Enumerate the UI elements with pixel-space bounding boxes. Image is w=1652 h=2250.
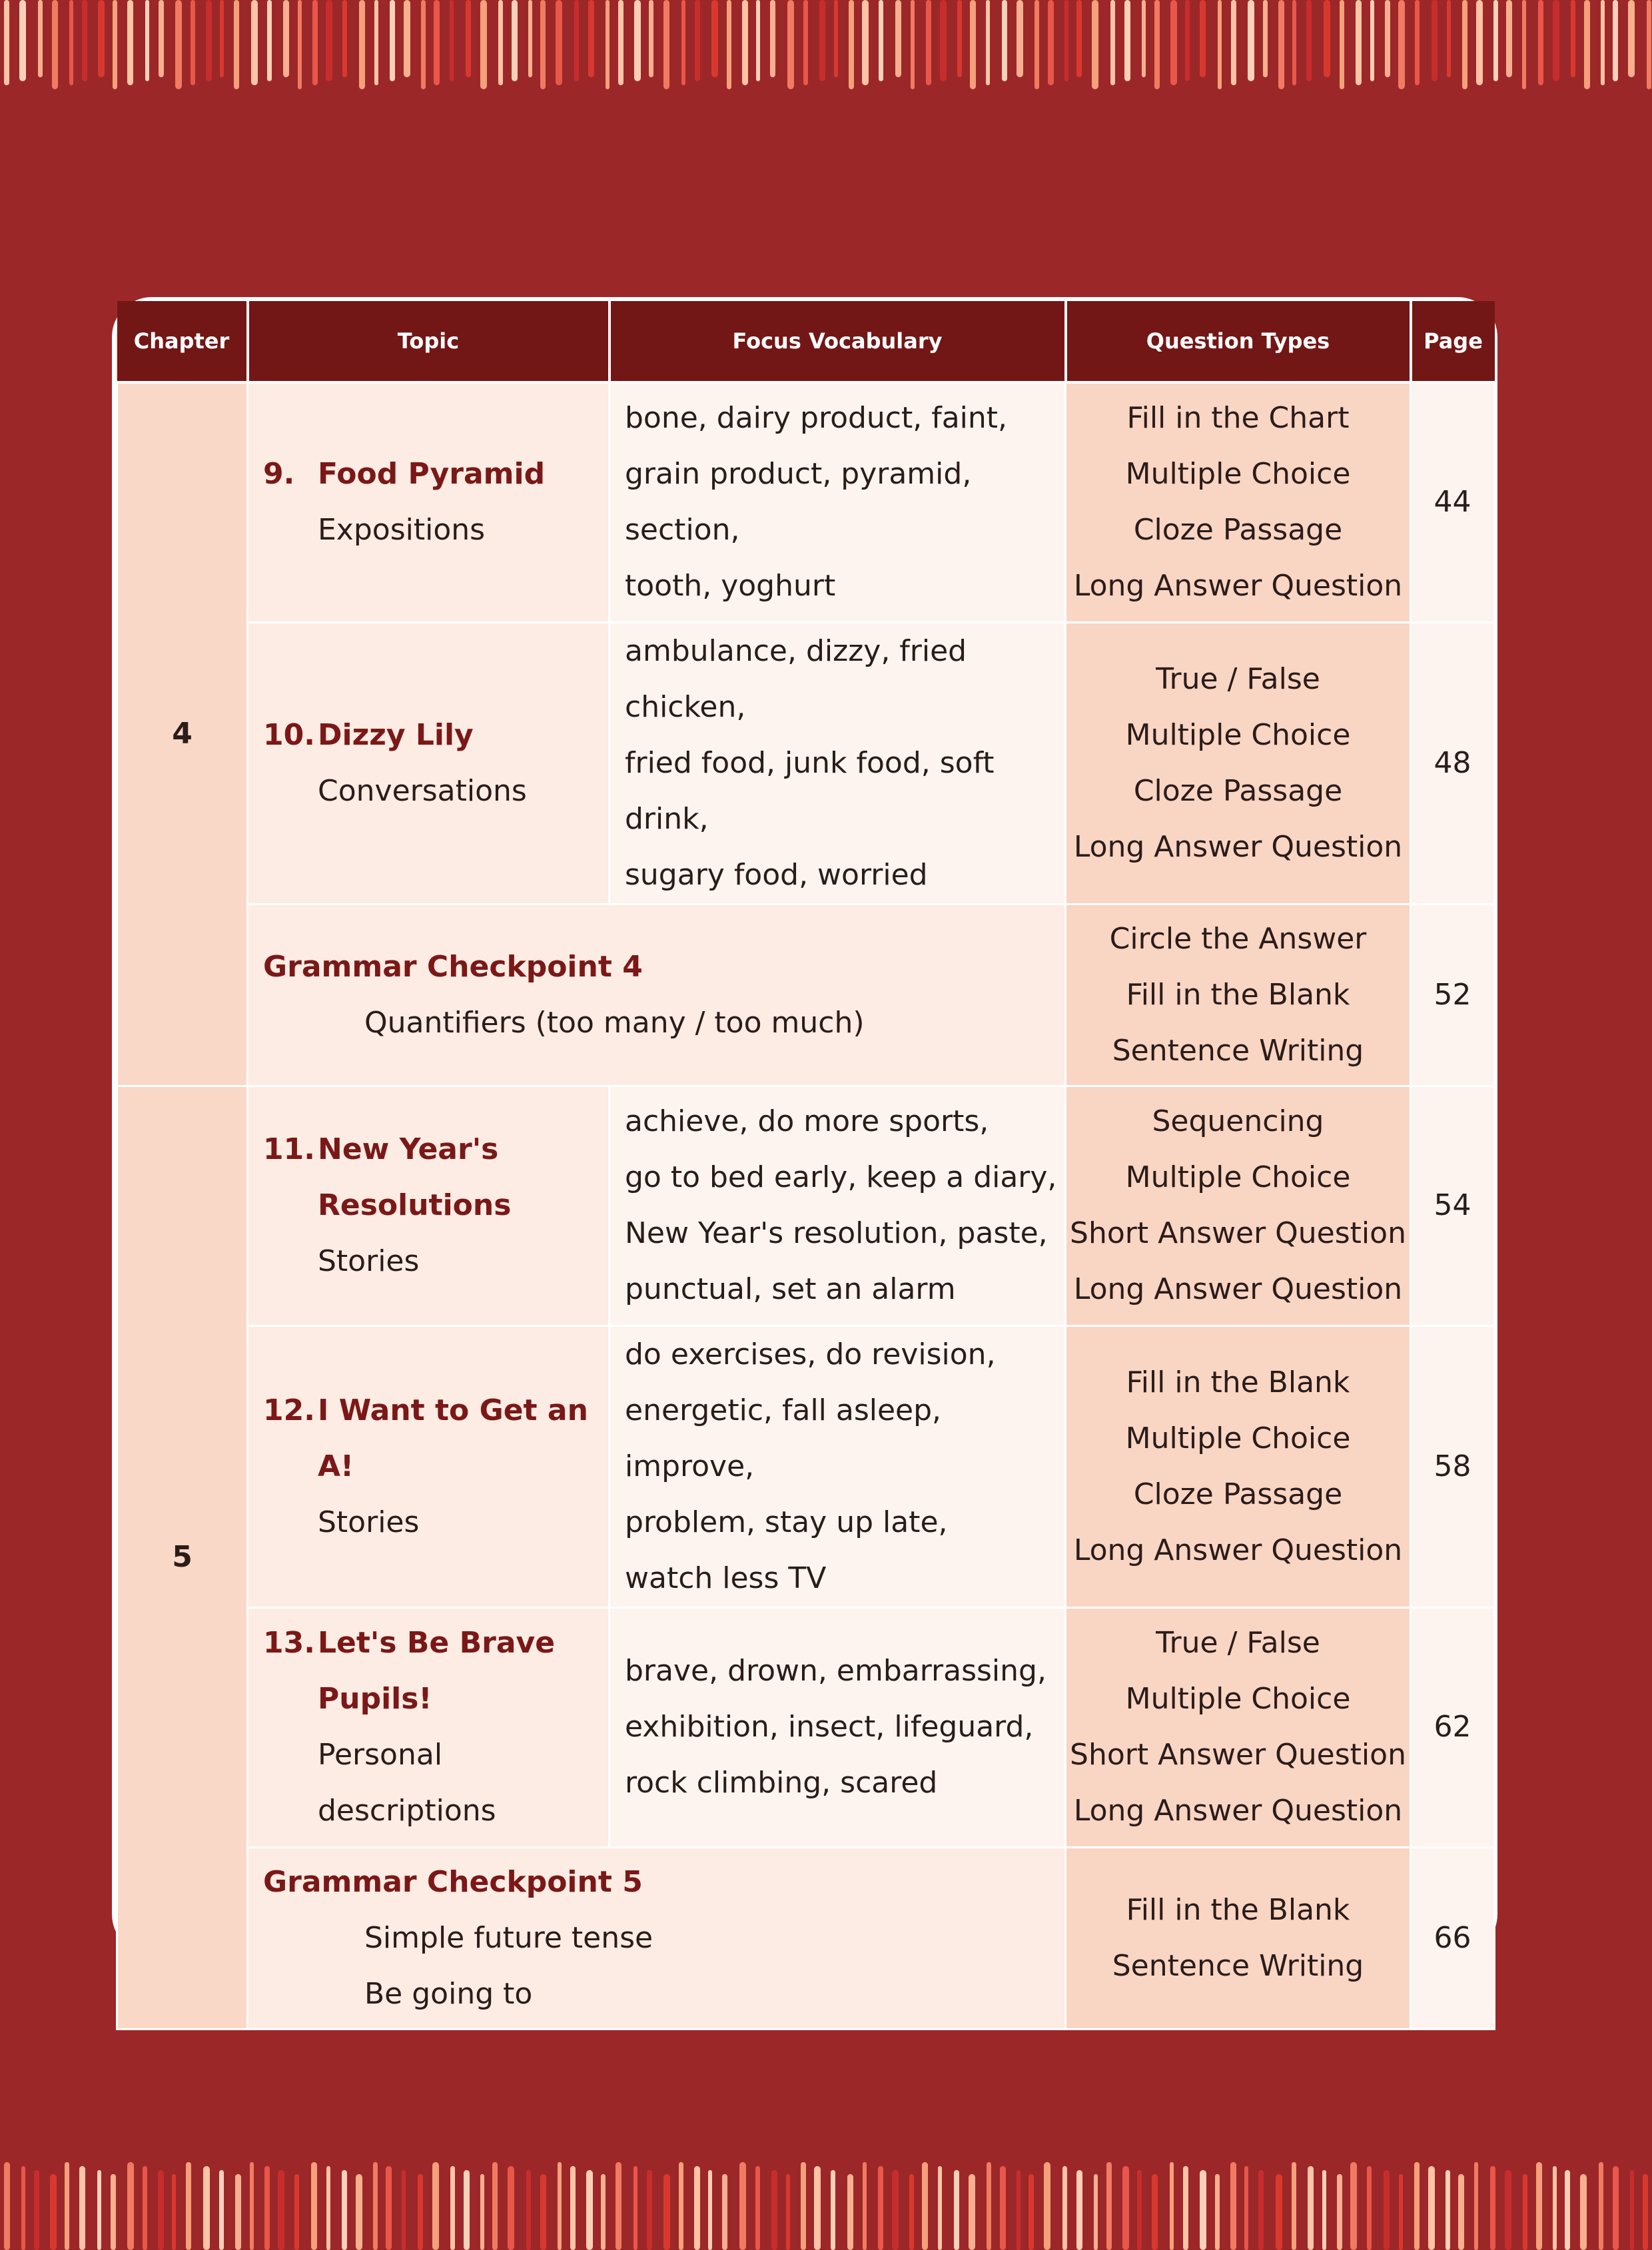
vocab-line: energetic, fall asleep, improve, <box>625 1393 942 1483</box>
topic-title <box>263 1615 608 1727</box>
grammar-point: Be going to <box>364 1976 533 2011</box>
grammar-checkpoint-title: Grammar Checkpoint 4 <box>263 949 643 984</box>
vocab-line: achieve, do more sports, <box>625 1104 989 1138</box>
question-type: True / False <box>1156 1626 1320 1660</box>
topic-cell <box>248 1607 610 1847</box>
question-type: Fill in the Blank <box>1126 1365 1350 1399</box>
question-type: Fill in the Blank <box>1126 977 1350 1012</box>
question-types-cell <box>1066 1086 1411 1325</box>
vocab-line: do exercises, do revision, <box>625 1337 996 1371</box>
vocab-line: problem, stay up late, <box>625 1505 948 1539</box>
grammar-row <box>117 904 1495 1086</box>
question-types-cell <box>1066 1847 1411 2029</box>
question-type: Multiple Choice <box>1125 1421 1351 1455</box>
page-number: 58 <box>1411 1325 1495 1607</box>
header-topic: Topic <box>248 301 610 382</box>
table-row <box>117 622 1495 904</box>
question-type: Circle the Answer <box>1109 921 1367 956</box>
topic-name-line: I Want to Get an <box>318 1393 588 1427</box>
chapter-number: 4 <box>117 382 248 1086</box>
header-focus-vocabulary: Focus Vocabulary <box>610 301 1066 382</box>
question-type: Cloze Passage <box>1133 773 1343 808</box>
topic-number: 12. <box>263 1393 315 1427</box>
vocab-line: rock climbing, scared <box>625 1766 938 1800</box>
topic-number: 10. <box>263 717 315 752</box>
topic-cell <box>248 1086 610 1325</box>
topic-text-type: Conversations <box>318 773 527 808</box>
topic-title <box>263 1122 608 1234</box>
vocab-line: fried food, junk food, soft drink, <box>625 745 995 836</box>
vocab-cell <box>610 1325 1066 1607</box>
question-type: Multiple Choice <box>1125 1160 1351 1194</box>
question-type: Sequencing <box>1152 1104 1324 1138</box>
question-type: Multiple Choice <box>1125 717 1351 752</box>
vocab-line: sugary food, worried <box>625 857 928 892</box>
vocab-cell <box>610 1086 1066 1325</box>
grammar-row <box>117 1847 1495 2029</box>
grammar-point: Quantifiers (too many / too much) <box>364 1005 865 1040</box>
topic-number: 13. <box>263 1626 315 1660</box>
question-type: Fill in the Chart <box>1126 401 1350 436</box>
question-type: Multiple Choice <box>1125 457 1351 492</box>
topic-number: 11. <box>263 1132 315 1166</box>
page-number: 62 <box>1411 1607 1495 1847</box>
grammar-checkpoint-cell <box>248 1847 1066 2029</box>
question-type: Cloze Passage <box>1133 513 1343 548</box>
grammar-point: Simple future tense <box>364 1920 653 1955</box>
topic-name-line: Let's Be Brave <box>318 1626 556 1660</box>
contents-card <box>112 297 1497 2011</box>
question-type: Sentence Writing <box>1112 1033 1364 1068</box>
vocab-cell <box>610 1607 1066 1847</box>
page-number: 44 <box>1411 382 1495 622</box>
page-number: 54 <box>1411 1086 1495 1325</box>
question-type: Cloze Passage <box>1133 1477 1343 1511</box>
page-number: 66 <box>1411 1847 1495 2029</box>
header-row <box>117 301 1495 382</box>
top-stripe-border <box>0 0 1652 93</box>
contents-table <box>116 301 1495 2030</box>
topic-text-type: Stories <box>318 1505 420 1539</box>
topic-name-line: Resolutions <box>318 1188 512 1222</box>
topic-name: Dizzy Lily <box>318 717 474 752</box>
vocab-line: ambulance, dizzy, fried chicken, <box>625 633 967 724</box>
question-types-cell <box>1066 382 1411 622</box>
question-types-cell <box>1066 622 1411 904</box>
chapter-number: 5 <box>117 1086 248 2029</box>
vocab-line: grain product, pyramid, section, <box>625 457 972 548</box>
question-type: Short Answer Question <box>1070 1216 1406 1250</box>
header-chapter: Chapter <box>117 301 248 382</box>
header-page: Page <box>1411 301 1495 382</box>
question-type: Long Answer Question <box>1073 1272 1403 1306</box>
vocab-line: brave, drown, embarrassing, <box>625 1654 1046 1688</box>
question-types-cell <box>1066 1607 1411 1847</box>
question-type: Fill in the Blank <box>1126 1892 1350 1927</box>
topic-cell <box>248 622 610 904</box>
vocab-line: tooth, yoghurt <box>625 569 836 603</box>
grammar-checkpoint-cell <box>248 904 1066 1086</box>
header-question-types: Question Types <box>1066 301 1411 382</box>
topic-title <box>263 1383 608 1495</box>
vocab-line: New Year's resolution, paste, <box>625 1216 1048 1250</box>
vocab-line: go to bed early, keep a diary, <box>625 1160 1057 1194</box>
vocab-line: exhibition, insect, lifeguard, <box>625 1710 1034 1744</box>
question-type: Short Answer Question <box>1070 1738 1406 1772</box>
page-number: 48 <box>1411 622 1495 904</box>
topic-cell <box>248 382 610 622</box>
topic-name <box>318 1122 608 1234</box>
topic-title <box>263 446 608 502</box>
topic-name-line: Pupils! <box>318 1682 432 1716</box>
topic-name: Food Pyramid <box>318 457 546 492</box>
question-types-cell <box>1066 904 1411 1086</box>
question-type: Long Answer Question <box>1073 569 1403 603</box>
grammar-checkpoint-title: Grammar Checkpoint 5 <box>263 1864 643 1899</box>
topic-text-type: Stories <box>318 1244 420 1278</box>
vocab-line: bone, dairy product, faint, <box>625 401 1008 436</box>
question-type: Long Answer Question <box>1073 829 1403 864</box>
bottom-stripe-border <box>0 2158 1652 2250</box>
topic-text-type: Expositions <box>318 513 486 548</box>
topic-text-type: Personal descriptions <box>318 1738 496 1828</box>
page-number: 52 <box>1411 904 1495 1086</box>
topic-name <box>318 1383 608 1495</box>
question-types-cell <box>1066 1325 1411 1607</box>
topic-name <box>318 1615 608 1727</box>
vocab-cell <box>610 622 1066 904</box>
question-type: Sentence Writing <box>1112 1948 1364 1983</box>
topic-cell <box>248 1325 610 1607</box>
question-type: Multiple Choice <box>1125 1682 1351 1716</box>
table-row <box>117 1086 1495 1325</box>
table-row <box>117 1607 1495 1847</box>
question-type: True / False <box>1156 661 1320 696</box>
topic-name-line: New Year's <box>318 1132 499 1166</box>
vocab-line: punctual, set an alarm <box>625 1272 956 1306</box>
question-type: Long Answer Question <box>1073 1533 1403 1567</box>
question-type: Long Answer Question <box>1073 1794 1403 1828</box>
topic-name-line: A! <box>318 1449 354 1483</box>
table-row <box>117 1325 1495 1607</box>
topic-number: 9. <box>263 457 295 492</box>
table-row <box>117 382 1495 622</box>
topic-title <box>263 707 608 763</box>
vocab-line: watch less TV <box>625 1561 827 1595</box>
vocab-cell <box>610 382 1066 622</box>
